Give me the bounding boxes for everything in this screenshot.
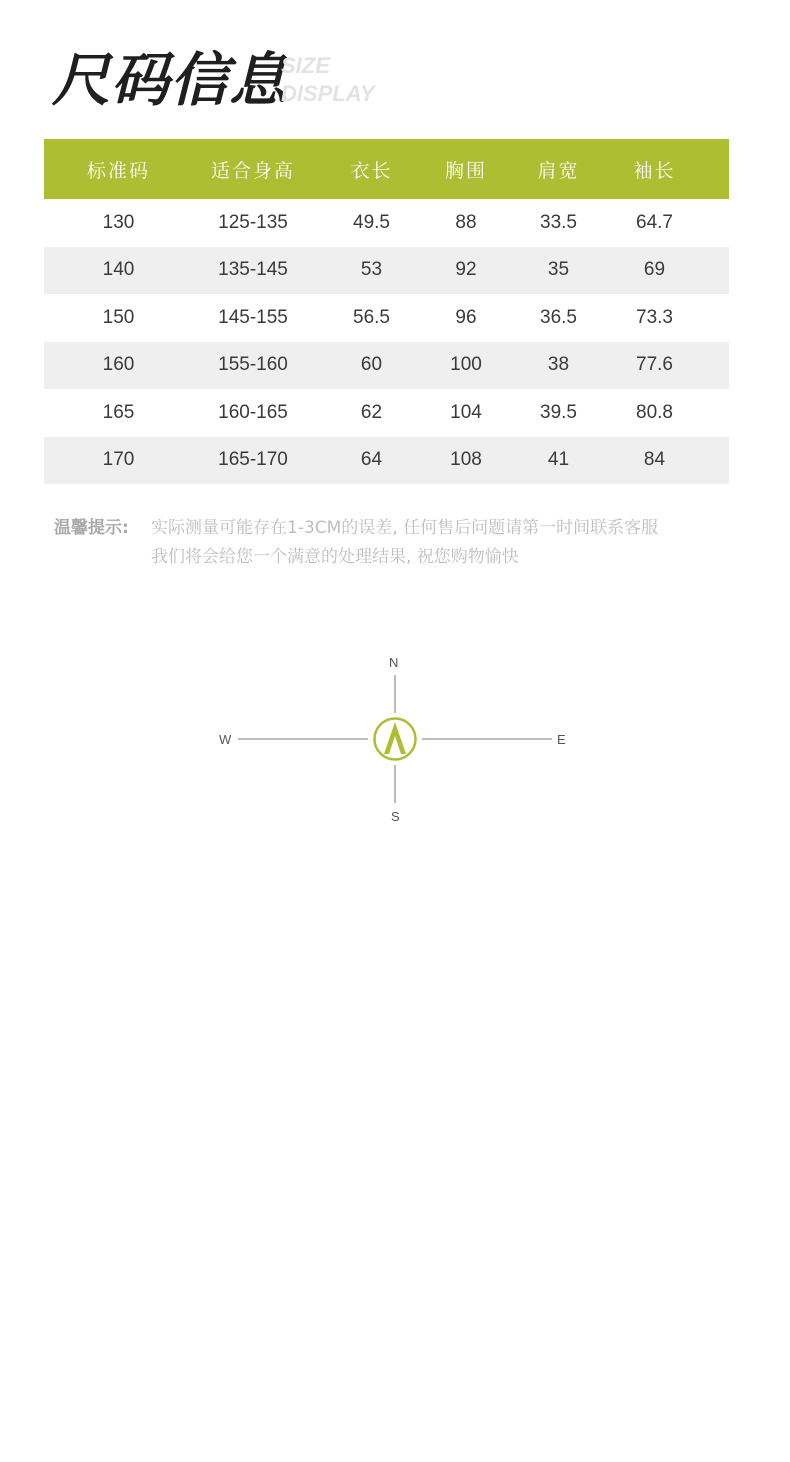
table-cell: 64.7: [636, 211, 673, 233]
table-cell: 108: [450, 449, 482, 471]
column-header-length: 衣长: [350, 159, 393, 182]
table-row: [44, 389, 729, 437]
table-cell: 33.5: [540, 211, 577, 233]
column-header-standard-size: 标准码: [86, 159, 150, 182]
page-title: 尺码信息: [52, 46, 289, 114]
table-cell: 160: [102, 354, 135, 376]
table-cell: 49.5: [353, 211, 390, 233]
table-cell: 92: [455, 259, 477, 281]
column-header-chest: 胸围: [444, 159, 487, 182]
table-row: [44, 437, 729, 485]
tip-label: 温馨提示:: [54, 518, 129, 538]
table-cell: 69: [643, 259, 666, 281]
table-row: [44, 294, 729, 342]
subtitle-display: DISPLAY: [281, 81, 375, 106]
table-cell: 145-155: [218, 306, 288, 328]
table-cell: 56.5: [353, 306, 390, 328]
size-table: [44, 139, 729, 484]
table-header: [44, 139, 729, 199]
table-cell: 60: [360, 354, 383, 376]
table-cell: 125-135: [218, 211, 288, 233]
table-cell: 96: [455, 306, 477, 328]
compass-west-label: W: [219, 732, 232, 747]
table-cell: 150: [102, 306, 135, 328]
table-cell: 130: [102, 211, 135, 233]
table-cell: 62: [360, 401, 383, 423]
table-cell: 84: [643, 449, 666, 471]
table-cell: 165-170: [218, 449, 288, 471]
table-cell: 170: [102, 449, 135, 471]
subtitle-size: SIZE: [281, 53, 330, 78]
table-cell: 160-165: [218, 401, 288, 423]
table-cell: 140: [102, 259, 135, 281]
table-cell: 64: [360, 449, 383, 471]
table-cell: 35: [547, 259, 570, 281]
compass-south-label: S: [391, 809, 400, 824]
table-cell: 77.6: [636, 354, 673, 376]
table-cell: 39.5: [540, 401, 577, 423]
compass-north-label: N: [389, 655, 399, 670]
compass-east-label: E: [557, 732, 566, 747]
table-cell: 155-160: [218, 354, 288, 376]
table-cell: 104: [450, 401, 482, 423]
column-header-sleeve: 袖长: [633, 159, 676, 182]
table-cell: 41: [547, 449, 570, 471]
table-cell: 135-145: [218, 259, 288, 281]
table-cell: 38: [547, 354, 570, 376]
column-header-height: 适合身高: [210, 159, 295, 182]
table-row: [44, 199, 729, 247]
table-cell: 73.3: [636, 306, 673, 328]
table-cell: 88: [455, 211, 477, 233]
compass-graphic: [200, 645, 590, 835]
table-cell: 100: [450, 354, 482, 376]
tip-text-line1: 实际测量可能存在1-3CM的误差, 任何售后问题请第一时间联系客服: [151, 518, 659, 538]
table-cell: 36.5: [540, 306, 577, 328]
tip-text-line2: 我们将会给您一个满意的处理结果, 祝您购物愉快: [151, 547, 519, 567]
table-row: [44, 247, 729, 295]
table-cell: 80.8: [636, 401, 673, 423]
table-cell: 53: [360, 259, 383, 281]
table-row: [44, 342, 729, 390]
column-header-shoulder: 肩宽: [537, 159, 580, 182]
brand-logo-icon: [372, 716, 418, 762]
table-cell: 165: [102, 401, 135, 423]
